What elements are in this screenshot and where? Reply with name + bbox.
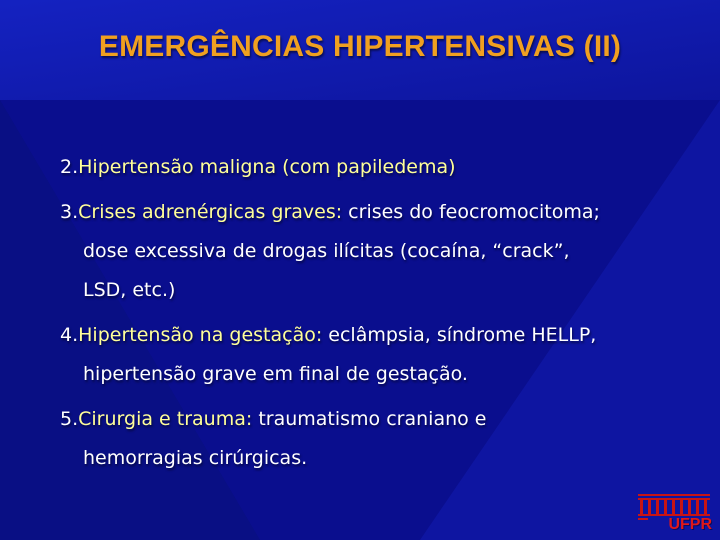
item-number: 4. bbox=[60, 324, 79, 346]
item-number: 5. bbox=[60, 408, 79, 430]
item-highlight: Hipertensão na gestação: bbox=[78, 324, 323, 346]
item-continuation: hemorragias cirúrgicas. bbox=[83, 447, 308, 469]
list-item bbox=[60, 400, 700, 478]
item-continuation: hipertensão grave em final de gestação. bbox=[83, 363, 468, 385]
list-item bbox=[60, 193, 700, 310]
item-text: crises do feocromocitoma; bbox=[342, 201, 600, 223]
item-continuation: LSD, etc.) bbox=[83, 279, 176, 301]
item-highlight: Cirurgia e trauma: bbox=[78, 408, 253, 430]
ufpr-logo bbox=[634, 490, 714, 534]
slide-title: EMERGÊNCIAS HIPERTENSIVAS (II) bbox=[98, 30, 622, 63]
list-item bbox=[60, 148, 700, 187]
list-item bbox=[60, 316, 700, 394]
item-continuation: dose excessiva de drogas ilícitas (cocaína, “crack”, bbox=[83, 240, 570, 262]
item-number: 2. bbox=[60, 156, 79, 178]
item-highlight: Crises adrenérgicas graves: bbox=[78, 201, 343, 223]
item-highlight: Hipertensão maligna (com papiledema) bbox=[78, 156, 456, 178]
item-text: traumatismo craniano e bbox=[252, 408, 487, 430]
item-text: eclâmpsia, síndrome HELLP, bbox=[322, 324, 597, 346]
slide-body bbox=[60, 148, 700, 478]
logo-text: UFPR bbox=[668, 516, 712, 533]
item-number: 3. bbox=[60, 201, 79, 223]
